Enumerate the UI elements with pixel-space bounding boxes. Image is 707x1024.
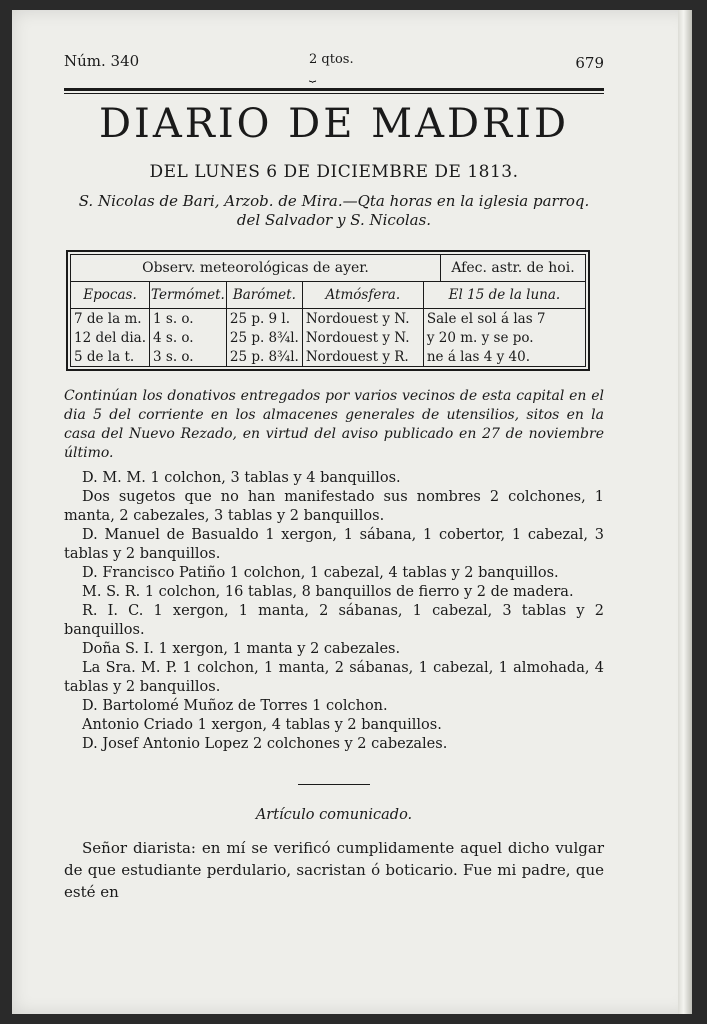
weather-cell: 7 de la m. bbox=[71, 309, 150, 329]
weather-table bbox=[71, 282, 585, 366]
weather-col-header: El 15 de la luna. bbox=[423, 282, 585, 309]
weather-col-header: Barómet. bbox=[226, 282, 302, 309]
weather-cell: 4 s. o. bbox=[150, 328, 227, 347]
donation-item: D. Josef Antonio Lopez 2 colchones y 2 cabezales. bbox=[82, 736, 448, 752]
donation-item: D. Manuel de Basualdo 1 xergon, 1 sábana, 1 cobertor, 1 cabezal, 3 tablas y 2 banquillos. bbox=[64, 527, 604, 562]
price: 2 qtos. bbox=[309, 52, 354, 67]
price-brace: ⏟ bbox=[309, 68, 316, 82]
donation-item: Doña S. I. 1 xergon, 1 manta y 2 cabezales. bbox=[82, 641, 401, 657]
weather-col-header: Atmósfera. bbox=[302, 282, 423, 309]
donations-list bbox=[64, 469, 604, 754]
masthead-title: DIARIO DE MADRID bbox=[98, 101, 570, 147]
page-content bbox=[64, 46, 604, 903]
donation-item: D. Bartolomé Muñoz de Torres 1 colchon. bbox=[82, 698, 388, 714]
article-body: Señor diarista: en mí se verificó cumplidamente aquel dicho vulgar de que estudiante perdulario, sacristan ó boticario. Fue mi padre, que esté en bbox=[64, 839, 604, 901]
weather-col-header: Epocas. bbox=[71, 282, 150, 309]
weather-cell: Sale el sol á las 7 bbox=[426, 310, 546, 327]
weather-cell: 25 p. 8¾l. bbox=[226, 347, 302, 366]
article-title: Artículo comunicado. bbox=[255, 807, 413, 823]
donation-item: M. S. R. 1 colchon, 16 tablas, 8 banquillos de fierro y 2 de madera. bbox=[82, 584, 574, 600]
donation-item: D. M. M. 1 colchon, 3 tablas y 4 banquillos. bbox=[82, 470, 401, 486]
weather-cell: 25 p. 9 l. bbox=[226, 309, 302, 329]
astro-title: Afec. astr. de hoi. bbox=[451, 260, 575, 276]
donation-item: Dos sugetos que no han manifestado sus nombres 2 colchones, 1 manta, 2 cabezales, 3 tablas y 2 banquillos. bbox=[64, 489, 604, 524]
weather-cell: ne á las 4 y 40. bbox=[426, 348, 531, 365]
weather-cell: 3 s. o. bbox=[150, 347, 227, 366]
issue-number: Núm. 340 bbox=[64, 52, 140, 70]
donation-item: La Sra. M. P. 1 colchon, 1 manta, 2 sábanas, 1 cabezal, 1 almohada, 4 tablas y 2 banquillos. bbox=[64, 660, 604, 695]
weather-col-header: Termómet. bbox=[150, 282, 227, 309]
page-number: 679 bbox=[575, 54, 604, 72]
weather-row bbox=[71, 328, 585, 347]
issue-date: DEL LUNES 6 DE DICIEMBRE DE 1813. bbox=[149, 162, 519, 182]
donations-intro: Continúan los donativos entregados por varios vecinos de esta capital en el dia 5 del corriente en los almacenes generales de utensilios, sitos en la casa del Nuevo Rezado, en virtud del aviso publicado en 27 de noviembre último. bbox=[64, 388, 604, 461]
weather-row bbox=[71, 347, 585, 366]
saint-of-day: S. Nicolas de Bari, Arzob. de Mira.—Qta horas en la iglesia parroq. del Salvador y S. Nicolas. bbox=[78, 192, 590, 229]
section-divider bbox=[298, 784, 370, 785]
weather-title: Observ. meteorológicas de ayer. bbox=[71, 255, 441, 281]
weather-row bbox=[71, 309, 585, 329]
donation-item: D. Francisco Patiño 1 colchon, 1 cabezal, 4 tablas y 2 banquillos. bbox=[82, 565, 559, 581]
weather-cell: 12 del dia. bbox=[71, 328, 150, 347]
weather-cell: 25 p. 8¾l. bbox=[226, 328, 302, 347]
header-line bbox=[64, 46, 604, 82]
weather-cell: Nordouest y N. bbox=[302, 309, 423, 329]
weather-header bbox=[71, 255, 585, 282]
page-edge bbox=[678, 10, 692, 1014]
weather-box bbox=[66, 250, 590, 371]
weather-cell: y 20 m. y se po. bbox=[426, 329, 534, 346]
weather-cell: 5 de la t. bbox=[71, 347, 150, 366]
newspaper-page bbox=[12, 10, 692, 1014]
weather-cell: 1 s. o. bbox=[150, 309, 227, 329]
header-rule bbox=[64, 88, 604, 94]
donation-item: R. I. C. 1 xergon, 1 manta, 2 sábanas, 1 cabezal, 3 tablas y 2 banquillos. bbox=[64, 603, 604, 638]
weather-cell: Nordouest y R. bbox=[302, 347, 423, 366]
donation-item: Antonio Criado 1 xergon, 4 tablas y 2 banquillos. bbox=[82, 717, 442, 733]
weather-cell: Nordouest y N. bbox=[302, 328, 423, 347]
